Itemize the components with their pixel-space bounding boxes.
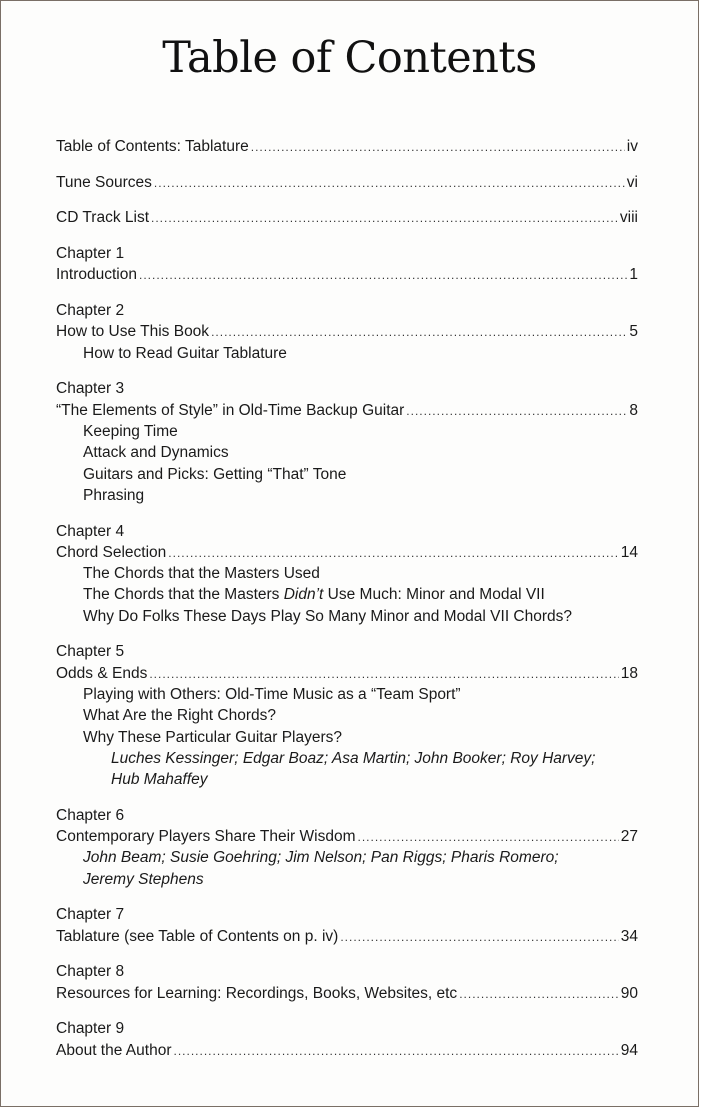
dot-leader	[406, 401, 627, 422]
chapter-label: Chapter 3	[56, 380, 125, 398]
dot-leader	[149, 664, 618, 685]
toc-line[interactable]	[56, 400, 638, 421]
toc-entry-cd-track-list	[56, 207, 638, 228]
player-names: Jeremy Stephens	[83, 870, 204, 888]
dot-leader	[173, 1041, 618, 1062]
toc-line[interactable]	[56, 926, 638, 947]
chapter-label: Chapter 4	[56, 522, 125, 540]
dot-leader	[211, 322, 627, 343]
toc-page-number: 94	[620, 1041, 638, 1059]
dot-leader	[151, 208, 618, 229]
chapter-label: Chapter 7	[56, 906, 125, 924]
toc-page-number: 14	[620, 543, 638, 561]
chapter-title: Introduction	[56, 266, 137, 284]
toc-subsection[interactable]: Keeping Time	[83, 422, 178, 440]
toc-line[interactable]	[56, 264, 638, 285]
chapter-title: Odds & Ends	[56, 664, 148, 682]
toc-entry-tune-sources	[56, 172, 638, 193]
toc-chapter-6	[56, 805, 638, 890]
chapter-title: Contemporary Players Share Their Wisdom	[56, 828, 356, 846]
player-names: Hub Mahaffey	[111, 771, 208, 789]
toc-chapter-8	[56, 961, 638, 1004]
player-names: Luches Kessinger; Edgar Boaz; Asa Martin; John Booker; Roy Harvey;	[111, 749, 596, 767]
toc-page-number: 18	[620, 664, 638, 682]
toc-subsection[interactable]: The Chords that the Masters Used	[83, 565, 320, 583]
toc-page-number: 27	[620, 828, 638, 846]
toc-chapter-3	[56, 378, 638, 506]
dot-leader	[168, 543, 618, 564]
toc-entry-tablature	[56, 136, 638, 157]
toc-page-number: 5	[629, 323, 638, 341]
toc-page-number: 90	[620, 984, 638, 1002]
toc-subsection[interactable]: Playing with Others: Old-Time Music as a “Team Sport”	[83, 685, 461, 703]
toc-chapter-5	[56, 641, 638, 790]
toc-subsection[interactable]: Phrasing	[83, 486, 145, 504]
toc-entry-title: CD Track List	[56, 209, 150, 227]
chapter-label: Chapter 5	[56, 643, 125, 661]
toc-page-number: 34	[620, 927, 638, 945]
toc-chapter-4	[56, 521, 638, 627]
dot-leader	[340, 927, 618, 948]
dot-leader	[358, 827, 619, 848]
chapter-title: How to Use This Book	[56, 323, 210, 341]
chapter-title: “The Elements of Style” in Old-Time Backup Guitar	[56, 401, 405, 419]
toc-subsection[interactable]: Attack and Dynamics	[83, 444, 229, 462]
toc-entry-title: Tune Sources	[56, 173, 152, 191]
toc-subsection[interactable]: Guitars and Picks: Getting “That” Tone	[83, 465, 347, 483]
toc-subsection[interactable]: What Are the Right Chords?	[83, 707, 276, 725]
chapter-title: About the Author	[56, 1041, 172, 1059]
toc-line[interactable]	[56, 321, 638, 342]
toc-page-number: vi	[626, 173, 638, 191]
toc-line[interactable]	[56, 207, 638, 228]
toc-page-number: 1	[629, 266, 638, 284]
toc-line[interactable]	[56, 1040, 638, 1061]
toc-page-number: iv	[626, 138, 638, 155]
chapter-label: Chapter 6	[56, 806, 125, 824]
dot-leader	[154, 173, 625, 194]
toc-line[interactable]	[56, 983, 638, 1004]
toc-subsection[interactable]	[56, 584, 638, 605]
toc-line[interactable]	[56, 136, 638, 157]
toc-page-number: 8	[629, 401, 638, 419]
chapter-label: Chapter 9	[56, 1020, 125, 1038]
toc-subsection[interactable]: How to Read Guitar Tablature	[83, 344, 287, 362]
chapter-label: Chapter 8	[56, 963, 125, 981]
dot-leader	[139, 265, 627, 286]
dot-leader	[251, 137, 625, 158]
toc-chapter-9	[56, 1018, 638, 1061]
toc-page-number: viii	[619, 209, 638, 227]
toc-subsection[interactable]: Why These Particular Guitar Players?	[83, 728, 343, 746]
toc-subsection[interactable]: Why Do Folks These Days Play So Many Minor and Modal VII Chords?	[83, 607, 573, 625]
toc-line[interactable]	[56, 172, 638, 193]
toc-chapter-7	[56, 904, 638, 947]
chapter-title: Resources for Learning: Recordings, Books, Websites, etc	[56, 984, 458, 1002]
player-names: John Beam; Susie Goehring; Jim Nelson; Pan Riggs; Pharis Romero;	[83, 849, 559, 867]
chapter-title: Chord Selection	[56, 543, 167, 561]
dot-leader	[459, 984, 619, 1005]
chapter-label: Chapter 1	[56, 245, 125, 263]
page-title: Table of Contents	[162, 33, 537, 83]
toc-line[interactable]	[56, 663, 638, 684]
toc-list	[56, 136, 638, 1075]
toc-chapter-1	[56, 243, 638, 286]
toc-entry-title: Table of Contents: Tablature	[56, 138, 249, 155]
toc-line[interactable]	[56, 542, 638, 563]
subsection-text: The Chords that the Masters	[83, 586, 284, 604]
subsection-text: Use Much: Minor and Modal VII	[323, 586, 545, 604]
toc-chapter-2	[56, 300, 638, 364]
chapter-title: Tablature (see Table of Contents on p. iv)	[56, 927, 339, 945]
toc-line[interactable]	[56, 826, 638, 847]
chapter-label: Chapter 2	[56, 302, 125, 320]
emphasis-text: Didn’t	[283, 586, 324, 604]
